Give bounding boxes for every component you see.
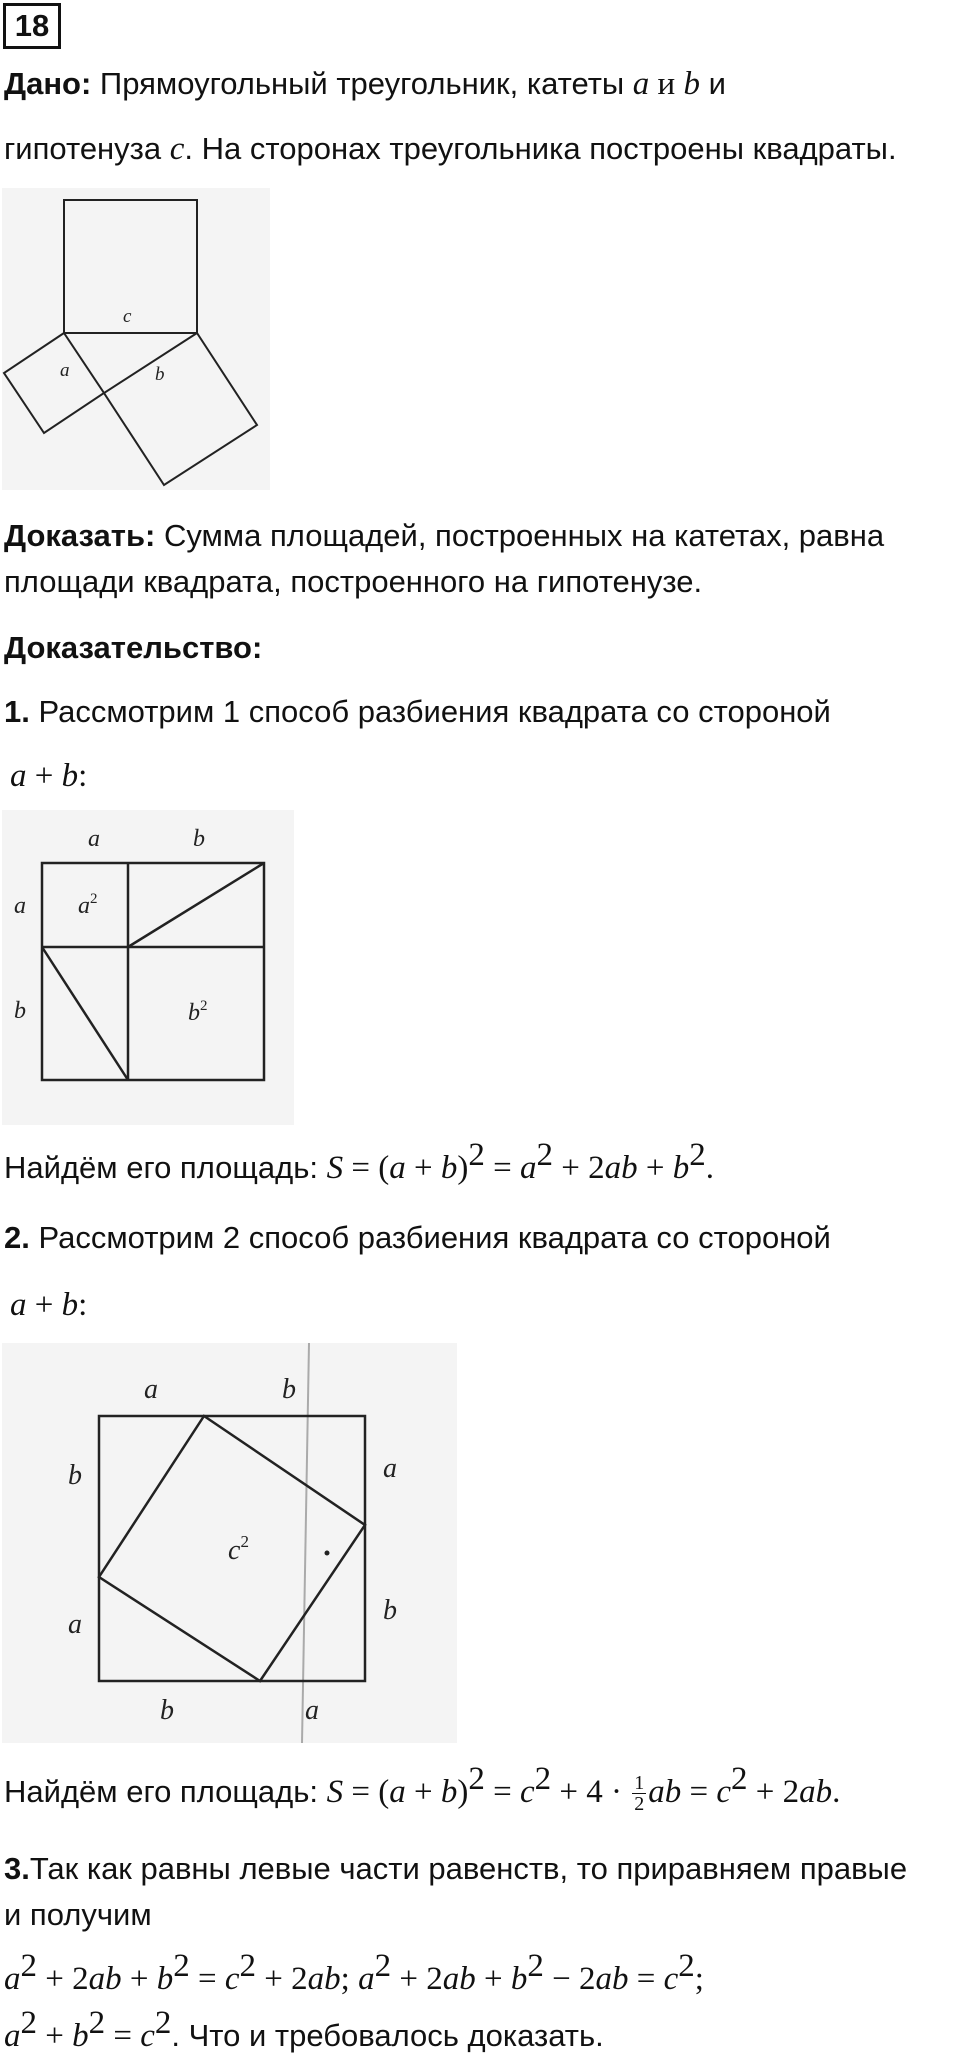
f2-c: c xyxy=(519,1774,535,1810)
leg-b-square xyxy=(104,333,257,485)
f3a-p: + xyxy=(121,1961,157,1997)
step-2-line xyxy=(4,1218,831,1258)
f3b-m2: − 2 xyxy=(543,1961,596,1997)
side-colon-2: : xyxy=(78,1287,88,1323)
right-label-b: b xyxy=(383,1595,397,1626)
f3a-p2b: + 2 xyxy=(256,1961,308,1997)
f3b-ab: ab xyxy=(442,1961,476,1997)
f1-b: b xyxy=(440,1150,458,1186)
c-squared-exp: 2 xyxy=(240,1532,249,1551)
step-1-side xyxy=(10,756,87,796)
f3a-ab2: ab xyxy=(307,1961,341,1997)
label-c: c xyxy=(123,306,132,327)
f2-frac-den: 2 xyxy=(634,1793,645,1816)
bottom-left-diagonal xyxy=(42,947,128,1080)
f3a-ab: ab xyxy=(88,1961,122,1997)
area-text-2: Найдём его площадь: xyxy=(4,1774,327,1809)
figure-pythagoras-svg xyxy=(2,188,270,490)
step-1-number: 1. xyxy=(4,694,30,729)
left-label-a-2: a xyxy=(68,1609,82,1640)
b-squared-exp: 2 xyxy=(200,998,208,1014)
f2-plus: + xyxy=(405,1774,441,1810)
area-formula-1 xyxy=(4,1137,714,1188)
f2-ab2: ab xyxy=(799,1774,833,1810)
f4-b-exp: 2 xyxy=(88,2005,106,2041)
top-label-a: a xyxy=(88,826,100,852)
f2-a: a xyxy=(389,1774,406,1810)
f3a-a-exp: 2 xyxy=(20,1948,37,1984)
f3b-b: b xyxy=(510,1961,528,1997)
step-3-number: 3. xyxy=(4,1851,30,1886)
proof-label: Доказательство: xyxy=(4,630,263,665)
f3b-c: c xyxy=(663,1961,679,1997)
f3b-eq: = xyxy=(628,1961,664,1997)
f1-a2: a xyxy=(519,1150,537,1186)
f3a-b-exp: 2 xyxy=(173,1948,190,1984)
a-squared-exp: 2 xyxy=(90,891,98,907)
given-label: Дано: xyxy=(4,66,92,101)
scan-fold-line xyxy=(302,1343,309,1743)
prove-text-2: площади квадрата, построенного на гипотенузе. xyxy=(4,564,703,599)
conclusion-line xyxy=(4,2005,604,2056)
f2-eq: = ( xyxy=(343,1774,390,1810)
f3b-p: + xyxy=(475,1961,511,1997)
top-label-b-2: b xyxy=(282,1374,296,1405)
side-a: a xyxy=(10,758,27,794)
prove-line-2 xyxy=(4,562,702,602)
and-text: и xyxy=(649,66,684,102)
f4-eq: = xyxy=(105,2018,141,2054)
f1-a: a xyxy=(389,1150,406,1186)
figure-first-partition-svg xyxy=(2,810,294,1125)
f1-plus: + xyxy=(405,1150,441,1186)
f2-S: S xyxy=(326,1774,344,1810)
b-squared-base: b xyxy=(188,1000,200,1026)
f1-S: S xyxy=(326,1150,344,1186)
var-c: c xyxy=(169,131,185,167)
side-b-2: b xyxy=(61,1287,79,1323)
left-label-b: b xyxy=(14,998,26,1024)
bottom-label-b: b xyxy=(160,1695,174,1726)
f4-b: b xyxy=(72,2018,89,2054)
f2-exp: 2 xyxy=(468,1761,485,1797)
side-colon: : xyxy=(78,758,88,794)
step-2-side xyxy=(10,1285,87,1325)
step-2-number: 2. xyxy=(4,1220,30,1255)
top-label-b: b xyxy=(193,826,205,852)
f3b-c-exp: 2 xyxy=(678,1948,695,1984)
var-b: b xyxy=(683,66,700,102)
top-right-diagonal xyxy=(128,863,264,947)
given-text-end: и xyxy=(699,66,726,101)
step-3-line-2 xyxy=(4,1895,152,1935)
f2-c-exp: 2 xyxy=(534,1761,552,1797)
bottom-label-a: a xyxy=(305,1695,319,1726)
prove-text-1: Сумма площадей, построенных на катетах, равна xyxy=(155,518,885,553)
f2-close: ) xyxy=(457,1774,469,1810)
f3a-semi: ; xyxy=(340,1961,359,1997)
area-formula-2 xyxy=(4,1761,841,1816)
f4-a-exp: 2 xyxy=(20,2005,37,2041)
figure-second-partition-svg xyxy=(2,1343,457,1743)
side-b: b xyxy=(61,758,79,794)
step-1-line xyxy=(4,692,831,732)
task-number-badge: 18 xyxy=(3,3,61,49)
conclusion-text: . Что и требовалось доказать. xyxy=(171,2018,604,2053)
f1-b2-exp: 2 xyxy=(689,1137,706,1173)
a-squared-label xyxy=(78,891,98,919)
a-squared-base: a xyxy=(78,893,90,919)
step-3-line xyxy=(4,1849,907,1889)
given-text-1: Прямоугольный треугольник, катеты xyxy=(91,66,633,101)
f2-b: b xyxy=(440,1774,458,1810)
f2-fraction xyxy=(632,1773,646,1814)
equation-line-3 xyxy=(4,1948,704,1999)
f1-end: . xyxy=(705,1150,714,1186)
f1-close: ) xyxy=(457,1150,469,1186)
f4-p: + xyxy=(37,2018,73,2054)
top-label-a-2: a xyxy=(144,1374,158,1405)
step-2-text: Рассмотрим 2 способ разбиения квадрата со стороной xyxy=(29,1220,831,1255)
f1-b2: b xyxy=(672,1150,690,1186)
f2-c2: c xyxy=(716,1774,731,1810)
f3b-p2: + 2 xyxy=(391,1961,443,1997)
f4-c-exp: 2 xyxy=(154,2005,172,2041)
given-line-2 xyxy=(4,129,897,169)
f1-plus2: + 2 xyxy=(552,1150,605,1186)
left-label-b-2: b xyxy=(68,1460,82,1491)
f1-ab: ab xyxy=(604,1150,638,1186)
given-line-1 xyxy=(4,64,726,104)
f4-c: c xyxy=(140,2018,155,2054)
f1-plus3: + xyxy=(637,1150,673,1186)
f1-eq: = ( xyxy=(343,1150,390,1186)
right-angle-dot xyxy=(325,1551,330,1556)
b-squared-label xyxy=(188,998,208,1026)
given-text-3: . На сторонах треугольника построены квадраты. xyxy=(184,131,897,166)
f3b-b-exp: 2 xyxy=(527,1948,544,1984)
f3a-eq: = xyxy=(189,1961,225,1997)
given-text-2: гипотенуза xyxy=(4,131,170,166)
f1-exp: 2 xyxy=(468,1137,485,1173)
c-squared-base: c xyxy=(228,1535,241,1566)
f2-frac-num: 1 xyxy=(634,1772,645,1795)
right-label-a: a xyxy=(383,1453,397,1484)
left-label-a: a xyxy=(14,893,26,919)
var-a: a xyxy=(632,66,650,102)
side-plus-2: + xyxy=(26,1287,62,1323)
step-3-text-2: и получим xyxy=(4,1897,152,1932)
f3b-a-exp: 2 xyxy=(374,1948,392,1984)
f1-eq2: = xyxy=(484,1150,520,1186)
outer-square xyxy=(42,863,264,1080)
area-text-1: Найдём его площадь: xyxy=(4,1150,327,1185)
f2-c2-exp: 2 xyxy=(731,1761,748,1797)
f3b-semi: ; xyxy=(694,1961,704,1997)
label-a: a xyxy=(60,360,70,381)
f2-plus2ab: + 2 xyxy=(747,1774,800,1810)
f2-eq3: = xyxy=(681,1774,717,1810)
f4-a: a xyxy=(4,2018,21,2054)
step-1-text: Рассмотрим 1 способ разбиения квадрата со стороной xyxy=(29,694,831,729)
f3a-c-exp: 2 xyxy=(239,1948,257,1984)
f2-end: . xyxy=(832,1774,841,1810)
side-plus: + xyxy=(26,758,62,794)
f3b-a: a xyxy=(358,1961,375,1997)
figure-first-partition xyxy=(2,810,294,1125)
prove-line-1 xyxy=(4,516,884,556)
label-b: b xyxy=(155,364,165,385)
f3a-p2: + 2 xyxy=(37,1961,89,1997)
step-3-text: Так как равны левые части равенств, то приравняем правые xyxy=(29,1851,908,1886)
f3a-c: c xyxy=(224,1961,240,1997)
leg-a-square xyxy=(4,333,104,433)
figure-second-partition xyxy=(2,1343,457,1743)
f2-ab: ab xyxy=(648,1774,682,1810)
f1-a2-exp: 2 xyxy=(536,1137,553,1173)
f3b-ab2: ab xyxy=(595,1961,629,1997)
side-a-2: a xyxy=(10,1287,27,1323)
f3a-b: b xyxy=(156,1961,174,1997)
c-squared-label xyxy=(228,1532,249,1566)
figure-pythagoras-squares xyxy=(2,188,270,490)
f2-eq2: = xyxy=(484,1774,520,1810)
f3a-a: a xyxy=(4,1961,21,1997)
prove-label: Доказать: xyxy=(4,518,156,553)
f2-plus4: + 4 · xyxy=(551,1774,631,1810)
